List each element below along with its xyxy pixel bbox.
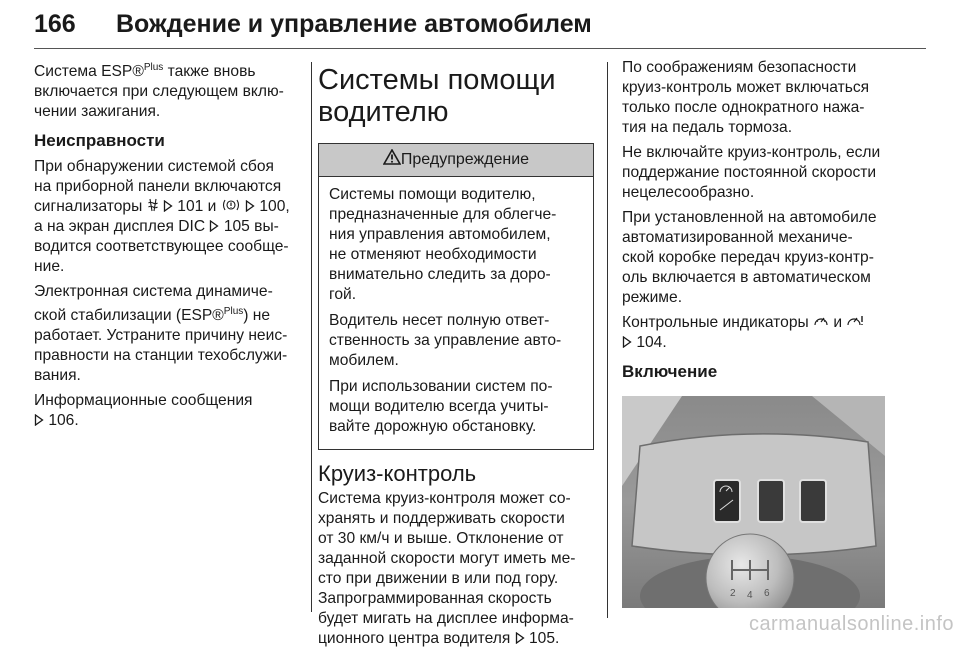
gear-label: 2	[730, 588, 736, 599]
indicators-paragraph: Контрольные индикаторы и 104.	[622, 313, 888, 353]
section-title: Системы помощи водителю	[318, 64, 556, 128]
page-reference-icon	[209, 220, 219, 232]
brake-system-icon	[221, 198, 241, 212]
warning-paragraph-3: При использовании систем по- мощи водителю всегда учиты- вайте дорожную обстановку.	[329, 378, 553, 435]
caution-paragraph: Не включайте круиз-контроль, если поддержание постоянной скорости нецелесообразно.	[622, 144, 881, 201]
watermark: carmanualsonline.info	[748, 613, 954, 635]
esp-warning-icon	[147, 198, 159, 212]
header-rule	[34, 48, 926, 49]
cruise-control-icon	[813, 314, 829, 328]
faults-paragraph-2: Электронная система динамиче- ской стабилизации (ESP®$^{Plus}$) не работает. Устраните причину неис- правности на станции техобслужи- вания.	[34, 283, 288, 385]
column-divider-1	[311, 62, 312, 612]
cruise-control-active-icon	[846, 314, 866, 328]
blank-switch	[800, 480, 826, 522]
transmission-paragraph: При установленной на автомобиле автоматизированной механиче- ской коробке передач круиз-контр- оль включается в автоматическом режиме.	[622, 209, 877, 306]
page-number: 166	[34, 10, 76, 38]
faults-paragraph-1: При обнаружении системой сбоя на приборной панели включаются сигнализаторы 101 и 100, а на экран дисплея DIC 105 вы- водится соответствующее сообще- ние.	[34, 158, 290, 276]
faults-heading: Неисправности	[34, 131, 165, 151]
cruise-control-paragraph: Система круиз-контроля может со- хранять и поддерживать скорости от 30 км/ч и выше. Отклонение от заданной скорости могут иметь ме- сто при движении в или под гору. Запрограммированная скорость будет мигать на дисплее информа- ционного центра водителя 105.	[318, 490, 576, 647]
page-reference-icon	[245, 200, 255, 212]
faults-paragraph-3: Информационные сообщения 106.	[34, 392, 253, 430]
page-reference-icon	[622, 336, 632, 348]
gear-label: 4	[747, 590, 753, 601]
page-title: Вождение и управление автомобилем	[116, 10, 592, 38]
warning-paragraph-2: Водитель несет полную ответ- ственность за управление авто- мобилем.	[329, 312, 562, 369]
blank-switch	[758, 480, 784, 522]
column-divider-2	[607, 62, 608, 618]
warning-box	[318, 143, 594, 450]
cruise-control-heading: Круиз-контроль	[318, 461, 477, 486]
page-reference-icon	[163, 200, 173, 212]
center-console-photo	[622, 396, 885, 608]
column-2	[318, 58, 594, 654]
page-reference-icon	[34, 414, 44, 426]
warning-header: Предупреждение	[319, 144, 593, 177]
warning-paragraph-1: Системы помощи водителю, предназначенные для облегче- ния управления автомобилем, не отменяют необходимости внимательно следить за доро- гой.	[329, 186, 557, 303]
page-reference-icon	[515, 632, 525, 644]
safety-paragraph: По соображениям безопасности круиз-контроль может включаться только после однократного нажа- тия на педаль тормоза.	[622, 59, 870, 136]
esp-intro-paragraph: Система ESP®$^{Plus}$ также вновь включается при следующем вклю- чении зажигания.	[34, 62, 284, 121]
column-3	[622, 58, 888, 608]
warning-triangle-icon	[383, 149, 401, 165]
warning-body	[319, 177, 593, 449]
gear-label: 6	[764, 588, 770, 599]
column-1	[34, 58, 302, 436]
switch-on-heading: Включение	[622, 362, 718, 381]
